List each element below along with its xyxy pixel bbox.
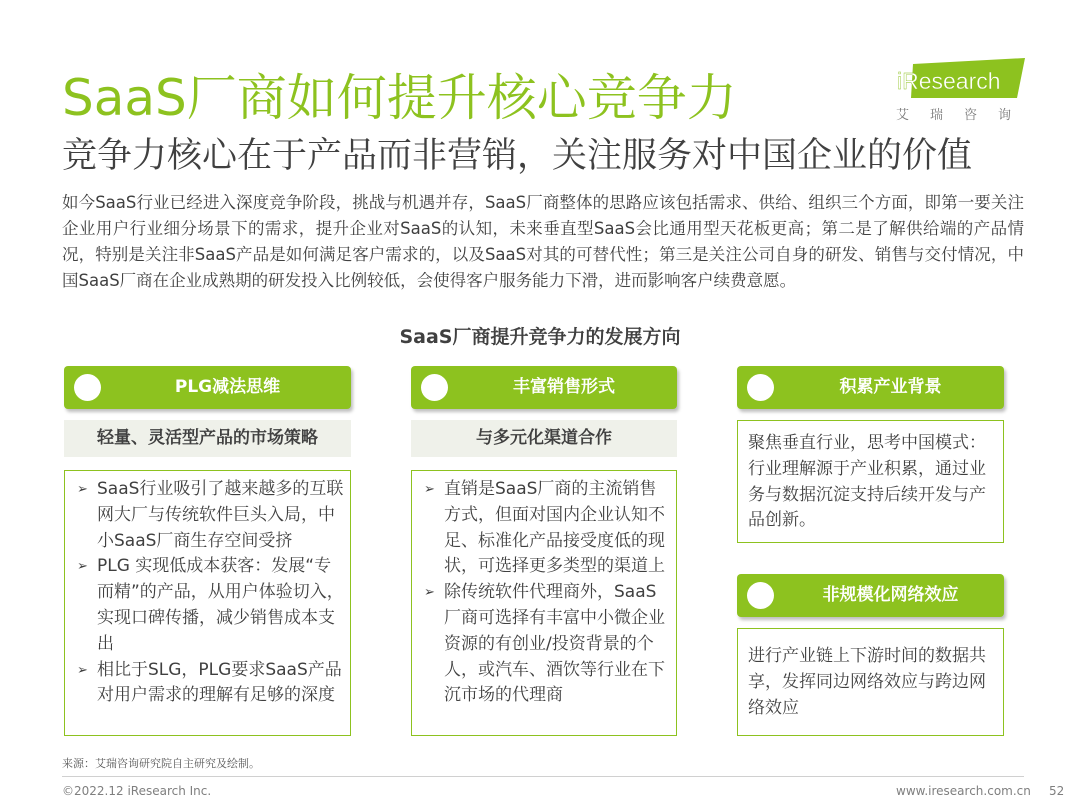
page-title: SaaS厂商如何提升核心竞争力 [62,69,737,127]
logo-chinese-name: 艾瑞咨询 [896,108,1033,123]
page-subtitle: 竞争力核心在于产品而非营销，关注服务对中国企业的价值 [62,136,973,176]
circle-icon [421,374,448,401]
arrow-bullet-icon: ➢ [77,559,88,575]
arrow-bullet-icon: ➢ [77,482,88,497]
source-note: 来源：艾瑞咨询研究院自主研究及绘制。 [62,757,260,770]
list-item-text: 除传统软件代理商外，SaaS厂商可选择有丰富中小微企业资源的有创业/投资背景的个人，或汽车、酒饮等行业在下沉市场的代理商 [444,582,665,706]
column-text: 进行产业链上下游时间的数据共享，发挥同边网络效应与跨边网络效应 [748,646,986,718]
circle-icon [747,582,774,609]
list-item-text: 相比于SLG，PLG要求SaaS产品对用户需求的理解有足够的深度 [97,659,342,706]
list-item-text: 直销是SaaS厂商的主流销售方式，但面对国内企业认知不足、标准化产品接受度低的现状，可选择更多类型的渠道上 [444,479,665,577]
list-item [77,658,344,710]
column-header-industry [737,366,1004,409]
arrow-bullet-icon: ➢ [424,482,435,497]
page-number: 52 [1049,784,1065,798]
column-content-sales [411,470,677,736]
circle-icon [74,374,101,401]
column-text: 聚焦垂直行业，思考中国模式：行业理解源于产业积累，通过业务与数据沉淀支持后续开发与产品创新。 [748,433,986,531]
column-header-sales [411,366,677,409]
website-link[interactable]: www.iresearch.com.cn [896,784,1031,798]
column-header-label: 积累产业背景 [839,377,942,397]
column-header-network [737,574,1004,617]
list-item [424,477,670,580]
list-item [77,477,344,554]
column-content-network [737,628,1004,736]
logo-text: iResearch [897,68,1001,94]
column-header-label: 非规模化网络效应 [822,585,959,605]
list-item-text: SaaS行业吸引了越来越多的互联网大厂与传统软件巨头入局，中小SaaS厂商生存空间受挤 [97,479,344,551]
arrow-bullet-icon: ➢ [77,662,88,678]
footer-divider [62,776,1024,777]
list-item [424,580,670,709]
arrow-bullet-icon: ➢ [424,585,435,601]
column-header-plg [64,366,351,409]
diagram-title: SaaS厂商提升竞争力的发展方向 [399,326,681,348]
list-item [77,554,344,657]
column-subheader-sales: 与多元化渠道合作 [411,420,677,457]
column-header-label: 丰富销售形式 [513,377,615,397]
column-content-industry [737,420,1004,543]
intro-paragraph: 如今SaaS行业已经进入深度竞争阶段，挑战与机遇并存，SaaS厂商整体的思路应该包括需求、供给、组织三个方面，即第一要关注企业用户行业细分场景下的需求，提升企业对SaaS的认知，未来垂直型SaaS会比通用型天花板更高；第二是了解供给端的产品情况，特别是关注非SaaS产品是如何满足客户需求的，以及SaaS对其的可替代性；第三是关注公司自身的研发、销售与交付情况，中国SaaS厂商在企业成熟期的研发投入比例较低，会使得客户服务能力下滑，进而影响客户续费意愿。 [62,193,1024,290]
copyright: ©2022.12 iResearch Inc. [62,784,212,798]
list-item-text: PLG 实现低成本获客：发展“专而精”的产品，从用户体验切入，实现口碑传播，减少销售成本支出 [97,556,344,654]
column-content-plg [64,470,351,736]
circle-icon [747,374,774,401]
column-header-label: PLG减法思维 [174,377,281,397]
column-subheader-plg: 轻量、灵活型产品的市场策略 [64,420,351,457]
